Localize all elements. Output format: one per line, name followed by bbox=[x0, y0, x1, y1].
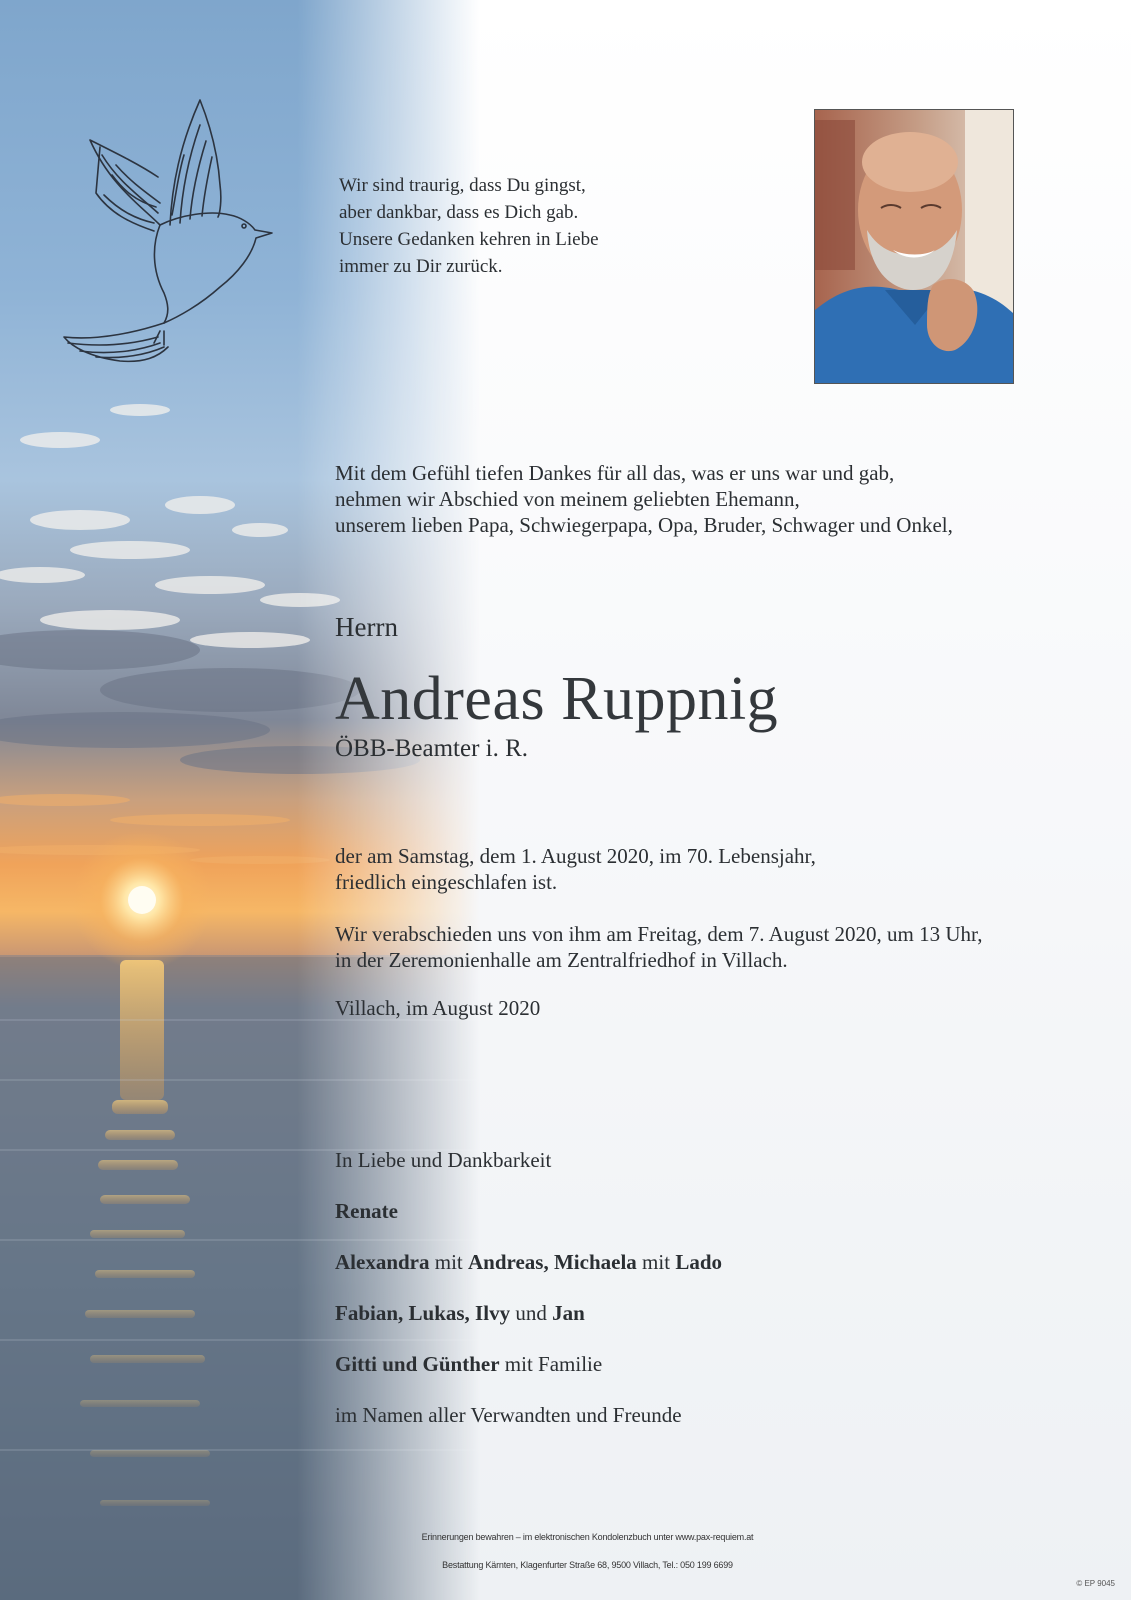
mourner-line bbox=[335, 1352, 602, 1377]
footer-address-line: Bestattung Kärnten, Klagenfurter Straße 68, 9500 Villach, Tel.: 050 199 6699 bbox=[442, 1560, 733, 1570]
footer-condolence-line: Erinnerungen bewahren – im elektronischen Kondolenzbuch unter www.pax-requiem.at bbox=[421, 1532, 754, 1542]
deceased-title: ÖBB-Beamter i. R. bbox=[335, 735, 529, 762]
mourner-line bbox=[335, 1301, 585, 1326]
intro-text bbox=[335, 460, 953, 538]
mourner-name: Fabian, Lukas, Ilvy bbox=[335, 1301, 511, 1325]
farewell-notice bbox=[335, 921, 982, 973]
poem-line: Wir sind traurig, dass Du gingst, bbox=[339, 175, 586, 196]
death-notice-line: friedlich eingeschlafen ist. bbox=[335, 870, 558, 894]
mourner-line bbox=[335, 1250, 722, 1275]
poem-line: aber dankbar, dass es Dich gab. bbox=[339, 202, 579, 223]
poem-line: Unsere Gedanken kehren in Liebe bbox=[339, 229, 599, 250]
mourner-name: Gitti und Günther bbox=[335, 1352, 500, 1376]
mourner-line bbox=[335, 1199, 398, 1224]
mourners-closing: im Namen aller Verwandten und Freunde bbox=[335, 1403, 682, 1427]
poem-block bbox=[339, 172, 599, 280]
place-date: Villach, im August 2020 bbox=[335, 996, 541, 1020]
mourner-name: Andreas, Michaela bbox=[468, 1250, 637, 1274]
mourner-connector: und bbox=[510, 1301, 553, 1325]
death-notice bbox=[335, 843, 816, 895]
poem-line: immer zu Dir zurück. bbox=[339, 256, 503, 277]
death-notice-line: der am Samstag, dem 1. August 2020, im 70. Lebensjahr, bbox=[335, 844, 816, 868]
deceased-name: Andreas Ruppnig bbox=[335, 665, 779, 733]
intro-line: Mit dem Gefühl tiefen Dankes für all das, was er uns war und gab, bbox=[335, 461, 895, 485]
salutation: Herrn bbox=[335, 612, 398, 642]
mourner-connector: mit bbox=[636, 1250, 676, 1274]
mourner-connector: mit bbox=[429, 1250, 469, 1274]
dove-outline-icon bbox=[60, 95, 280, 375]
mourners-intro: In Liebe und Dankbarkeit bbox=[335, 1148, 552, 1172]
portrait-photo bbox=[814, 109, 1014, 384]
mourner-name: Renate bbox=[335, 1199, 398, 1223]
intro-line: nehmen wir Abschied von meinem geliebten Ehemann, bbox=[335, 487, 800, 511]
intro-line: unserem lieben Papa, Schwiegerpapa, Opa, Bruder, Schwager und Onkel, bbox=[335, 513, 953, 537]
farewell-line: Wir verabschieden uns von ihm am Freitag, dem 7. August 2020, um 13 Uhr, bbox=[335, 922, 983, 946]
mourner-name: Alexandra bbox=[335, 1250, 430, 1274]
mourner-name: Jan bbox=[552, 1301, 585, 1325]
farewell-line: in der Zeremonienhalle am Zentralfriedhof in Villach. bbox=[335, 948, 788, 972]
mourner-name: Lado bbox=[675, 1250, 722, 1274]
mourner-connector: mit Familie bbox=[499, 1352, 603, 1376]
template-code: © EP 9045 bbox=[1076, 1579, 1115, 1588]
